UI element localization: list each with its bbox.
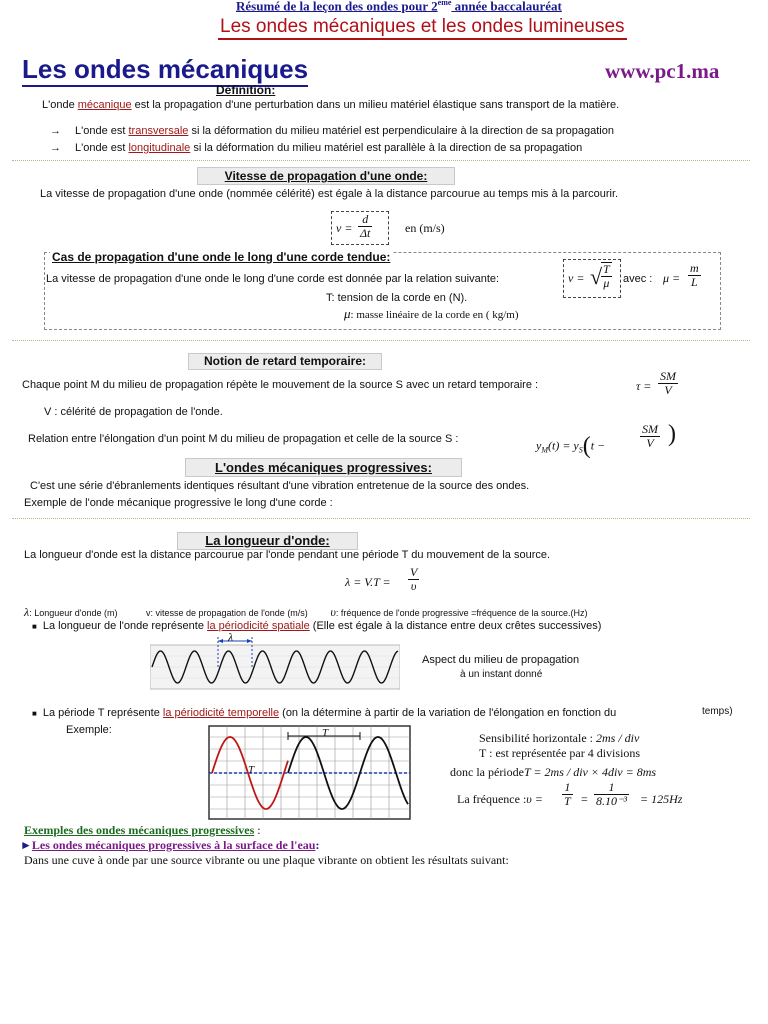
transversale-line [50,125,614,137]
retard-text: Chaque point M du milieu de propagation répète le mouvement de la source S avec un retard temporaire : [22,379,539,391]
spatial-a: La longueur de l'onde représente [42,620,208,632]
paren-close-icon: ) [668,421,676,447]
exemples-text: Dans une cuve à onde par une source vibrante ou une plaque vibrante on obtient les résultats suivant: [24,853,509,867]
pointer-bullet-icon: ► [20,838,32,852]
temporal-a: La période T représente [42,707,163,719]
rel-y: y [536,438,542,453]
mu-frac [688,262,701,288]
corde-v: v = [568,271,585,285]
aspect-line-2: à un instant donné [460,669,543,680]
progressives-heading: L'ondes mécaniques progressives: [185,458,462,477]
freq-den2: 8.10⁻³ [596,793,627,808]
scope-T-label-2: T [248,764,255,776]
lambda-den: υ [410,578,417,593]
corde-frac [601,262,612,289]
arrow-left-icon [218,639,223,643]
exemples-colon: : [254,823,261,837]
exemples-sub-colon: : [315,838,320,852]
progressives-text: C'est une série d'ébranlements identiques résultant d'une vibration entretenue de la source des ondes. [30,480,530,492]
spatial-wave-figure [150,631,400,695]
definition-heading: Définition: [216,83,276,97]
legend-lambda: λ [24,605,30,619]
lambda-formula: λ = V.T = [345,575,391,589]
relation-formula [536,433,605,460]
temporal-word: la périodicité temporelle [162,707,280,719]
separator [12,160,750,161]
oscilloscope-figure [208,725,411,820]
exemples-sub: Les ondes mécaniques progressives à la surface de l'eau [31,838,316,852]
tau-eq: τ = [636,379,652,393]
scope-T-label: T [322,727,329,739]
periode-line [450,765,656,780]
corde-den: μ [603,275,610,290]
progressives-example: Exemple de l'onde mécanique progressive le long d'une corde : [24,497,333,509]
rel-num: SM [642,422,658,436]
corde-text: La vitesse de propagation d'une onde le long d'une corde est donnée par la relation suivante: [46,273,500,285]
sens-a: Sensibilité horizontale : [479,731,593,745]
frequence-label [457,792,543,807]
rel-open: t − [590,438,606,453]
corde-avec: avec : [623,273,653,285]
temporal-b: (on la détermine à partir de la variation de l'élongation en fonction du [279,707,617,719]
sqrt-icon: √ [590,264,603,289]
legend-a: : Longueur d'onde (m) [29,608,118,618]
formula-v: v = [336,221,353,235]
resume-sup: ème [437,0,452,7]
retard-heading: Notion de retard temporaire: [188,353,382,370]
masse-line [344,306,519,322]
legend-c: : fréquence de l'onde progressive =fréquence de la source.(Hz) [335,608,588,618]
formula-frac [358,213,372,239]
longueur-heading: La longueur d'onde: [177,532,358,550]
mu-den: L [690,274,698,289]
exemples-heading: Exemples des ondes mécaniques progressives [24,823,255,837]
freq-a: La fréquence : [457,792,527,806]
subtitle: Les ondes mécaniques et les ondes lumineuses [218,16,627,40]
dashed-arrow-icon: → [50,142,61,154]
bullet-square-icon: ■ [32,709,37,718]
vitesse-heading: Vitesse de propagation d'une onde: [197,167,455,185]
resume-line [236,0,562,14]
representee: T : est représentée par 4 divisions [479,746,641,760]
donc-a: donc la période [450,765,524,779]
trans-a: L'onde est [75,125,129,137]
temporal-c: temps) [702,706,733,717]
trans-b: si la déformation du milieu matériel est perpendiculaire à la direction de sa propagation [188,125,614,137]
corde-num: T [603,262,610,276]
trans-word: transversale [128,125,189,137]
masse-text: : masse linéaire de la corde en ( kg/m) [350,309,519,321]
longitudinale-line [50,142,582,154]
aspect-line-1: Aspect du milieu de propagation [422,654,580,666]
vitesse-text: La vitesse de propagation d'une onde (nommée célérité) est égale à la distance parcourue au temps mis à la parcourir. [40,188,619,200]
exemples-heading-line [24,823,261,838]
donc-b: T = 2ms / div × 4div = 8ms [523,765,657,779]
paren-open-icon: ( [582,433,591,459]
exemples-sub-line [20,838,319,853]
resume-text-post: année baccalauréat [451,0,562,14]
mu-sym: μ [344,306,351,321]
vitesse-unit: en (m/s) [405,221,445,235]
mu-num: m [690,261,699,275]
tension-text: T: tension de la corde en (N). [326,292,468,304]
freq-eq: = [581,792,588,806]
def-part-a: L'onde [42,99,78,111]
temporal-line [32,707,616,719]
vitesse-formula [331,211,389,245]
site-url[interactable]: www.pc1.ma [605,59,720,83]
freq-u: υ = [526,792,543,806]
rel-frac [640,423,660,449]
separator [12,518,750,519]
sens-b: 2ms / div [595,731,640,745]
long-a: L'onde est [75,142,129,154]
freq-frac-2 [594,781,629,807]
freq-num2: 1 [594,781,629,795]
formula-num: d [358,213,372,227]
tau-num: SM [660,369,676,383]
lambda-num: V [410,565,418,579]
exemple-label: Exemple: [66,724,112,736]
legend-ups: υ [330,605,336,619]
definition-text [42,99,619,111]
longueur-text: La longueur d'onde est la distance parcourue par l'onde pendant une période T du mouvement de la source. [24,549,551,561]
corde-formula [563,259,621,298]
freq-num1: 1 [562,781,573,795]
rel-mid: (t) = y [548,438,579,453]
def-part-b: est la propagation d'une perturbation dans un milieu matériel élastique sans transport de la matière. [131,99,620,111]
resume-text-pre: Résumé de la leçon des ondes pour 2 [236,0,438,14]
arrow-icon: → [50,125,61,137]
figure-lambda-label: λ [228,630,234,644]
celerite-text: V : célérité de propagation de l'onde. [44,406,223,418]
long-b: si la déformation du milieu matériel est parallèle à la direction de sa propagation [190,142,583,154]
def-word: mécanique [77,99,132,111]
formula-den: Δt [360,225,371,240]
tau-den: V [664,382,672,397]
rel-den: V [646,435,654,450]
spatial-b: (Elle est égale à la distance entre deux crêtes successives) [309,620,602,632]
arrow-right-icon [247,639,252,643]
freq-frac-1 [562,781,573,807]
sensibilite [479,731,639,746]
tau-frac [658,370,678,396]
legend-b: v: vitesse de propagation de l'onde (m/s) [146,608,308,618]
legend-line [24,605,587,620]
spatial-word: la périodicité spatiale [207,620,310,632]
rel-s: S [578,445,583,455]
rel-m: M [541,445,548,455]
bullet-square-icon: ■ [32,622,37,631]
main-title: Les ondes mécaniques [22,54,308,87]
separator [12,340,750,341]
corde-heading: Cas de propagation d'une onde le long d'une corde tendue: [52,250,391,264]
mu-eq: μ = [663,271,681,285]
long-word: longitudinale [128,142,191,154]
freq-den1: T [564,793,571,808]
relation-text: Relation entre l'élongation d'un point M du milieu de propagation et celle de la source S : [28,433,459,445]
freq-result: = 125Hz [640,792,683,806]
lambda-frac [408,566,419,592]
